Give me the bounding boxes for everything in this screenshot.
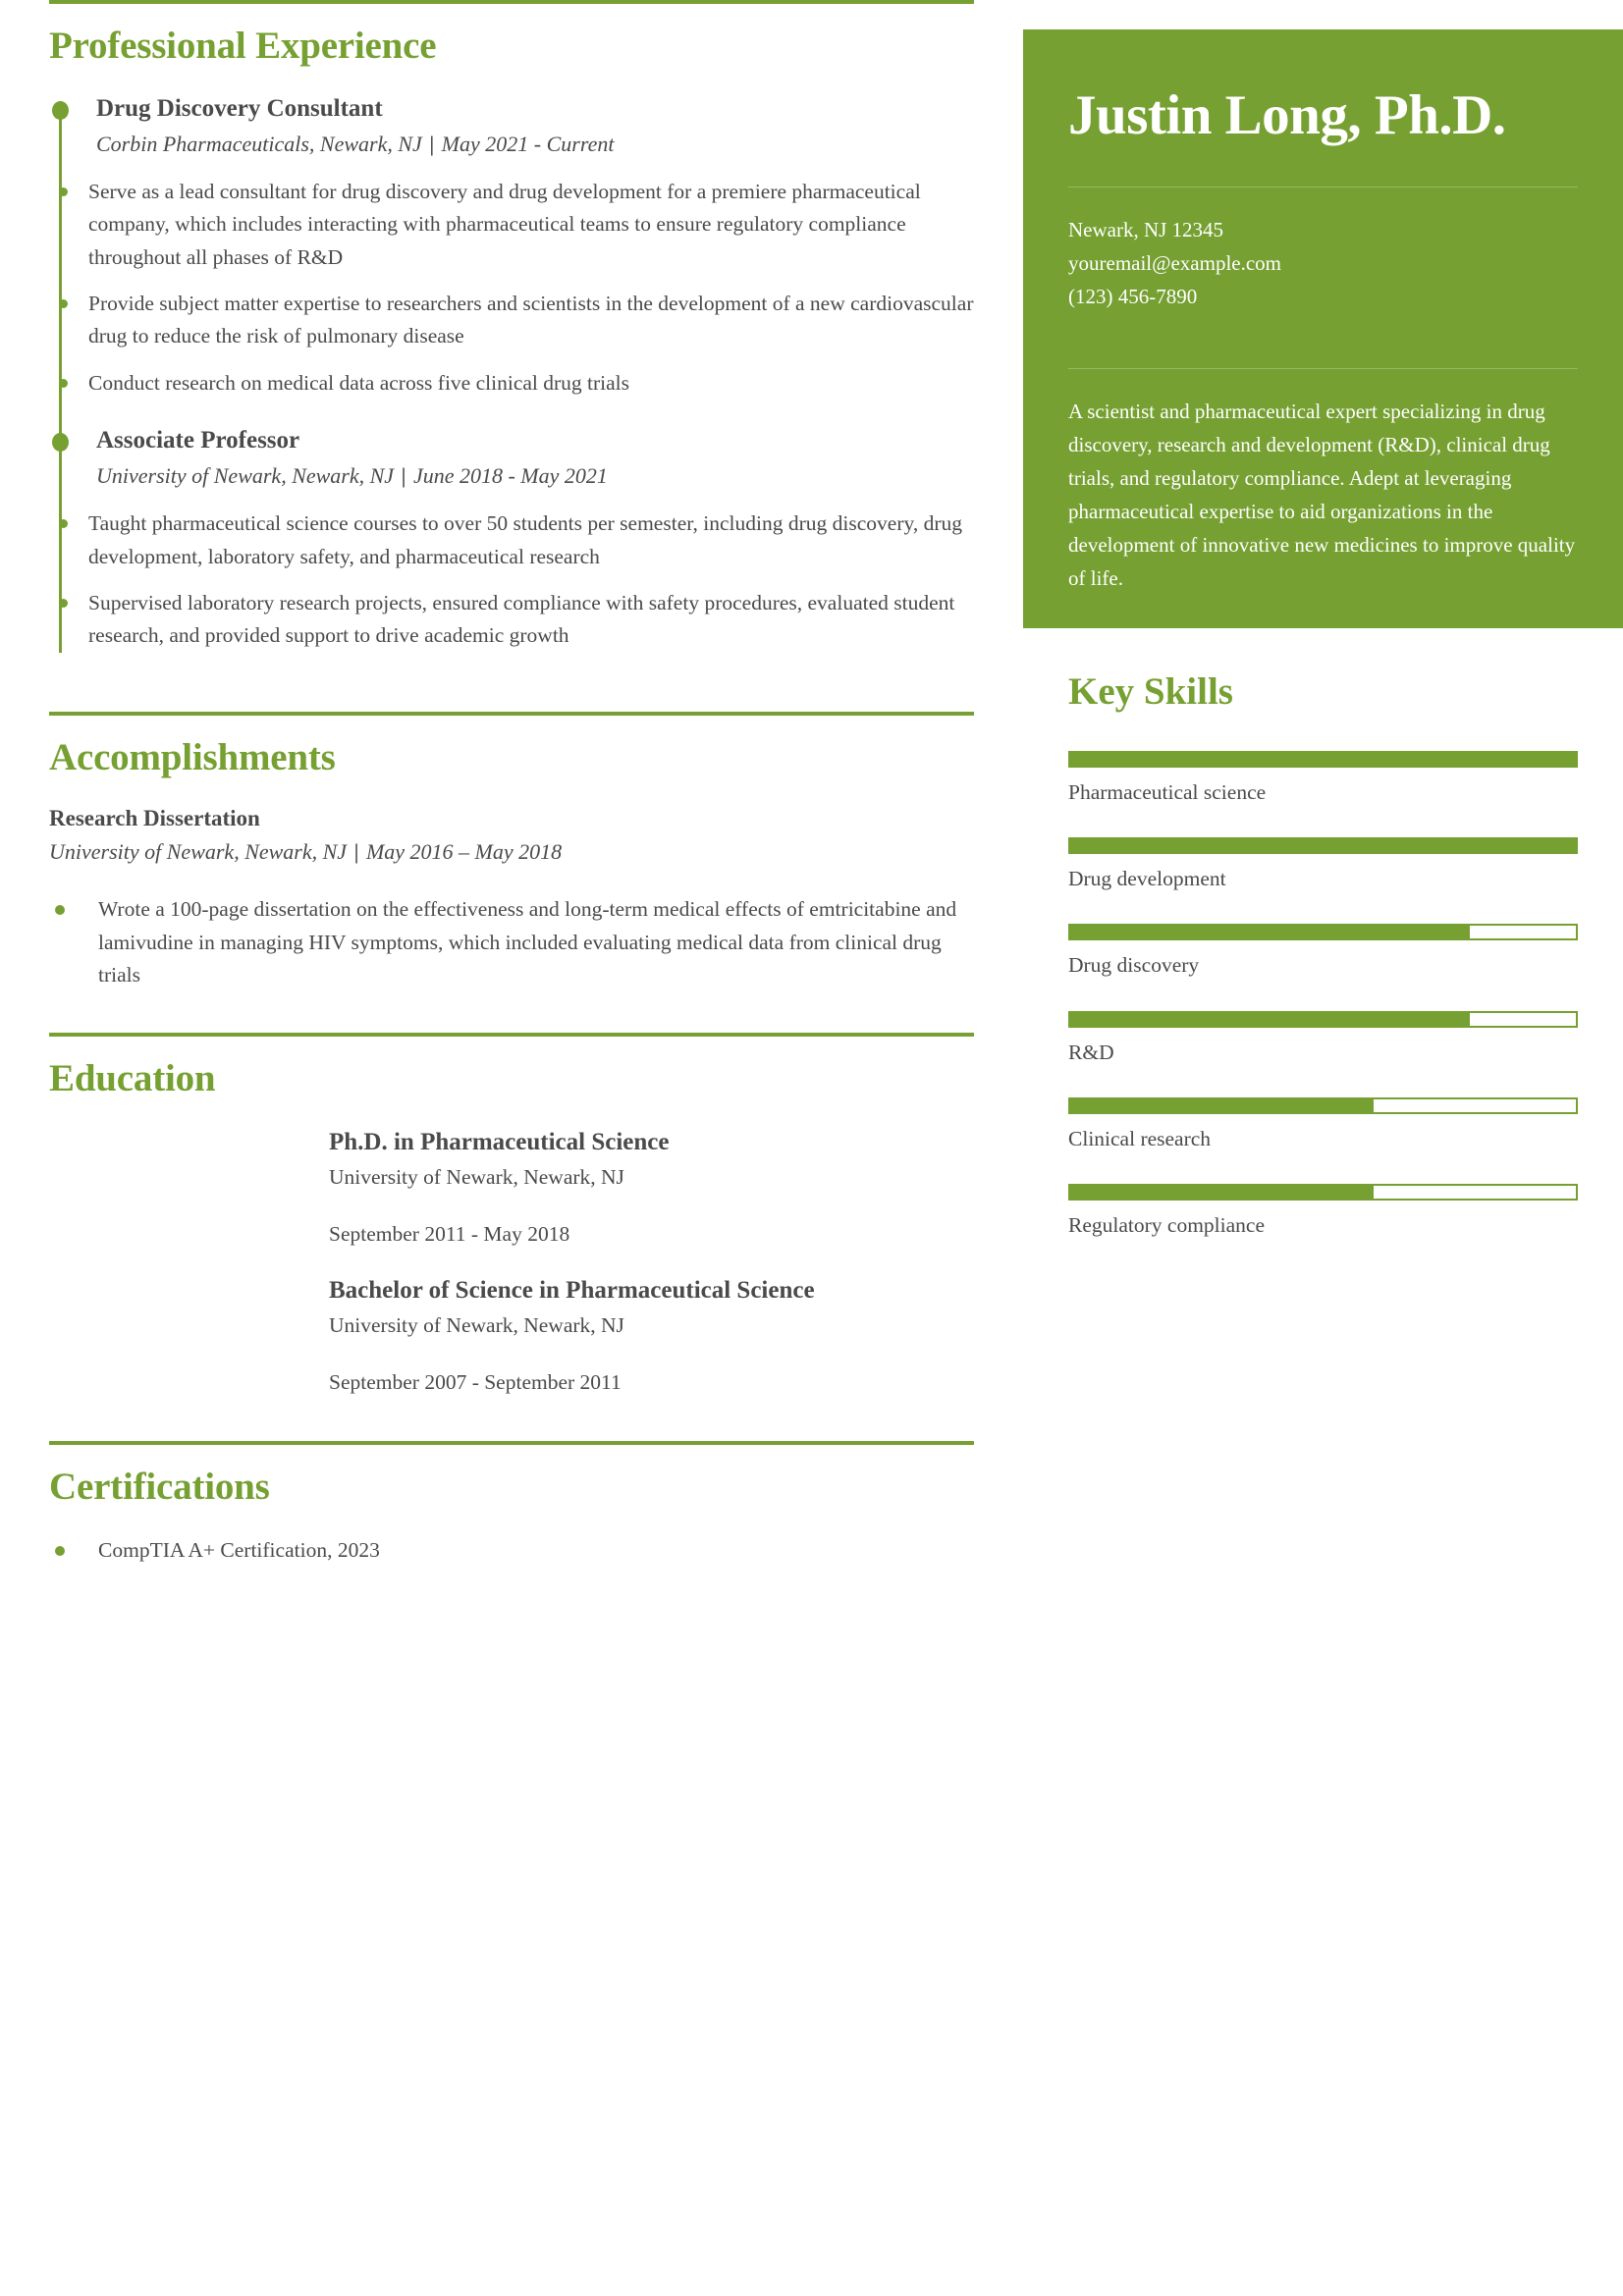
section-certifications xyxy=(49,1441,974,1567)
skill-label: Clinical research xyxy=(1068,1126,1212,1150)
education-entry xyxy=(329,1274,974,1399)
skill-label: Regulatory compliance xyxy=(1068,1213,1265,1238)
job-title: Drug Discovery Consultant xyxy=(96,94,383,122)
skill-level-fill xyxy=(1070,1186,1374,1199)
accomplishment-bullet-list xyxy=(49,893,974,991)
section-divider-rule xyxy=(49,0,974,4)
job-entry xyxy=(49,93,974,160)
contact-phone[interactable]: (123) 456-7890 xyxy=(1068,284,1198,308)
section-title-key-skills: Key Skills xyxy=(1068,669,1233,713)
skill-level-fill xyxy=(1070,839,1576,852)
skill-level-fill xyxy=(1070,926,1470,938)
job-entry xyxy=(49,425,974,492)
job-separator: | xyxy=(429,132,435,157)
contact-location: Newark, NJ 12345 xyxy=(1068,217,1224,241)
certification-item: CompTIA A+ Certification, 2023 xyxy=(49,1534,974,1567)
timeline-dot-icon xyxy=(52,101,69,120)
skill-level-fill xyxy=(1070,753,1576,766)
section-title-experience: Professional Experience xyxy=(49,25,437,67)
education-degree: Bachelor of Science in Pharmaceutical Science xyxy=(329,1276,815,1304)
section-education xyxy=(49,1033,974,1398)
job-title: Associate Professor xyxy=(96,427,300,454)
sidebar-spacer xyxy=(1068,313,1578,368)
skill-level-fill xyxy=(1070,1099,1374,1112)
education-list xyxy=(49,1126,974,1398)
section-professional-experience xyxy=(49,0,974,653)
skill-level-bar xyxy=(1068,1097,1578,1114)
education-dates: September 2007 - September 2011 xyxy=(329,1369,622,1394)
skill-item xyxy=(1068,1011,1578,1068)
section-divider-rule xyxy=(49,1441,974,1445)
professional-summary: A scientist and pharmaceutical expert specializing in drug discovery, research and development (R&D), clinical drug trials, and regulatory compliance. Adept at leveraging pharmaceutical expertise to aid organizations in the development of innovative new medicines to improve quality of life. xyxy=(1068,399,1576,590)
timeline-dot-icon xyxy=(52,433,69,452)
skill-item xyxy=(1068,751,1578,808)
sidebar-divider xyxy=(1068,368,1578,369)
skill-item xyxy=(1068,837,1578,894)
skill-level-bar xyxy=(1068,924,1578,940)
job-meta xyxy=(96,128,974,160)
sidebar xyxy=(1023,29,1623,1270)
skill-level-bar xyxy=(1068,1011,1578,1028)
job-bullet-list xyxy=(49,176,974,400)
job-bullet: Supervised laboratory research projects, ensured compliance with safety procedures, evaluated student research, and provided support to drive academic growth xyxy=(49,587,974,653)
section-divider-rule xyxy=(49,712,974,716)
accomplishment-dates: May 2016 – May 2018 xyxy=(365,839,563,865)
skill-label: Drug development xyxy=(1068,867,1226,891)
experience-timeline xyxy=(49,93,974,653)
job-company: Corbin Pharmaceuticals, Newark, NJ xyxy=(96,132,422,157)
job-bullet: Provide subject matter expertise to researchers and scientists in the development of a new cardiovascular drug to reduce the risk of pulmonary disease xyxy=(49,288,974,353)
job-separator: | xyxy=(401,463,406,489)
main-column xyxy=(49,0,974,1580)
job-bullet-list xyxy=(49,507,974,652)
accomplishment-meta xyxy=(49,835,974,868)
skill-item xyxy=(1068,924,1578,981)
skill-label: R&D xyxy=(1068,1040,1114,1064)
education-degree: Ph.D. in Pharmaceutical Science xyxy=(329,1129,670,1156)
section-divider-rule xyxy=(49,1033,974,1037)
skill-label: Pharmaceutical science xyxy=(1068,779,1267,804)
education-dates: September 2011 - May 2018 xyxy=(329,1222,570,1247)
education-entry xyxy=(329,1126,974,1251)
job-meta xyxy=(96,459,974,492)
job-bullet: Taught pharmaceutical science courses to over 50 students per semester, including drug discovery, drug development, laboratory safety, and pharmaceutical research xyxy=(49,507,974,573)
skill-item xyxy=(1068,1097,1578,1154)
section-title-accomplishments: Accomplishments xyxy=(49,735,336,778)
skill-level-bar xyxy=(1068,837,1578,854)
skill-level-bar xyxy=(1068,751,1578,768)
skill-level-fill xyxy=(1070,1013,1470,1026)
skill-label: Drug discovery xyxy=(1068,953,1200,978)
section-title-certifications: Certifications xyxy=(49,1466,270,1509)
skill-level-bar xyxy=(1068,1184,1578,1201)
job-dates: June 2018 - May 2021 xyxy=(412,463,608,489)
sidebar-header-block xyxy=(1023,29,1623,628)
job-dates: May 2021 - Current xyxy=(441,132,615,157)
accomplishment-title: Research Dissertation xyxy=(49,806,260,831)
certification-list xyxy=(49,1534,974,1567)
accomplishment-separator: | xyxy=(353,839,359,865)
skill-item xyxy=(1068,1184,1578,1241)
accomplishment-bullet: Wrote a 100-page dissertation on the effectiveness and long-term medical effects of emtricitabine and lamivudine in managing HIV symptoms, which included evaluating medical data from clinical drug trials xyxy=(49,893,974,991)
job-company: University of Newark, Newark, NJ xyxy=(96,463,395,489)
education-school: University of Newark, Newark, NJ xyxy=(329,1165,624,1190)
key-skills-section xyxy=(1023,628,1623,1241)
contact-info xyxy=(1068,213,1578,313)
candidate-name: Justin Long, Ph.D. xyxy=(1068,84,1506,146)
section-accomplishments xyxy=(49,712,974,992)
section-title-education: Education xyxy=(49,1057,216,1100)
contact-email[interactable]: youremail@example.com xyxy=(1068,250,1282,275)
education-school: University of Newark, Newark, NJ xyxy=(329,1312,624,1337)
accomplishment-school: University of Newark, Newark, NJ xyxy=(49,839,348,865)
job-bullet: Serve as a lead consultant for drug discovery and drug development for a premiere pharmaceutical company, which includes interacting with pharmaceutical teams to ensure regulatory compliance throughout all phases of R&D xyxy=(49,176,974,274)
job-bullet: Conduct research on medical data across five clinical drug trials xyxy=(49,367,974,400)
